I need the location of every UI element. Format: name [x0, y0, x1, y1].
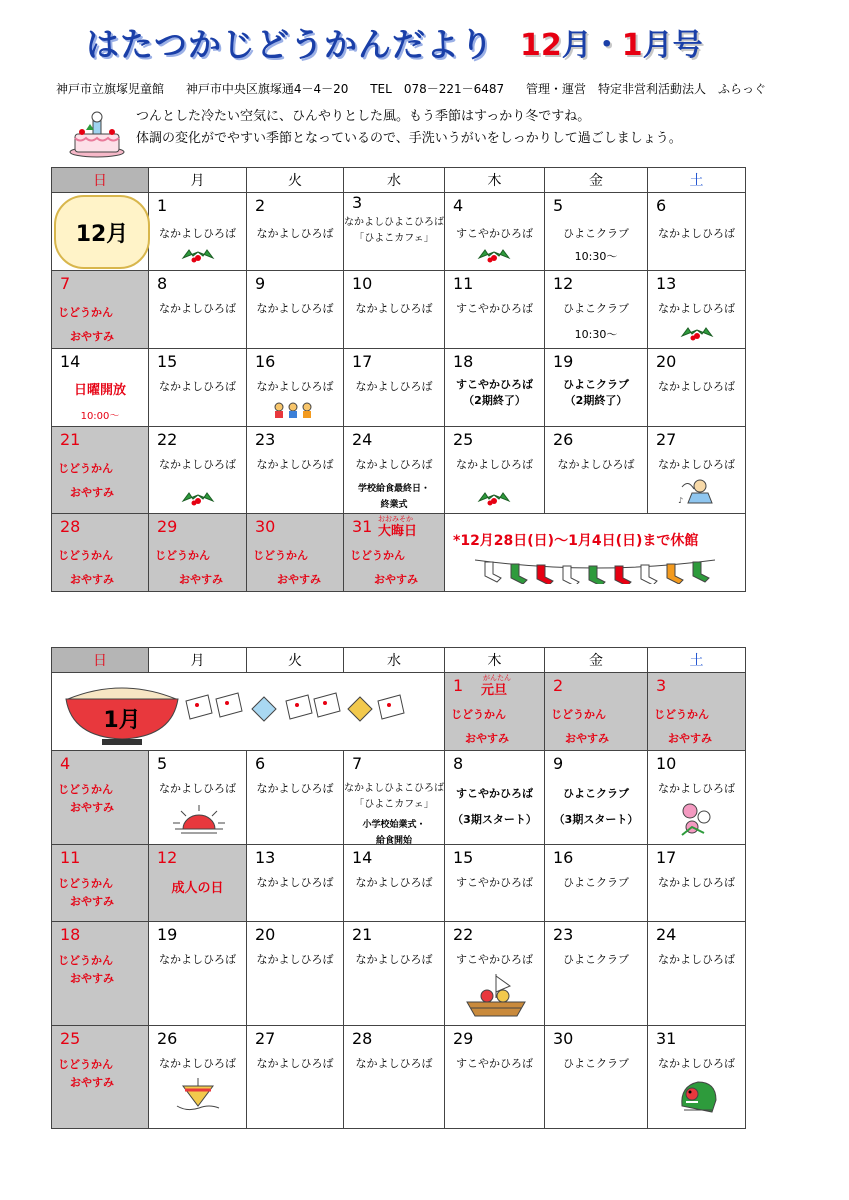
christmas-stockings-icon	[475, 556, 715, 584]
day-cell: 20 なかよしひろば	[247, 922, 344, 1026]
holly-icon	[475, 489, 513, 507]
day-cell: 17 なかよしひろば	[648, 845, 746, 922]
closure-notice: *12月28日(日)～1月4日(日)まで休館	[453, 533, 699, 549]
day-cell-closed: 25 じどうかん おやすみ	[52, 1026, 149, 1129]
day-cell: 26 なかよしひろば	[545, 427, 648, 514]
facility-tel: TEL 078－221－6487	[370, 82, 505, 96]
day-cell-closed: 31 おおみそか 大晦日 じどうかん おやすみ	[344, 514, 445, 592]
day-cell: 19 なかよしひろば	[149, 922, 247, 1026]
day-cell-closed: 4 じどうかん おやすみ	[52, 751, 149, 845]
day-cell: 25 なかよしひろば	[445, 427, 545, 514]
weekday-sun: 日	[52, 648, 149, 673]
facility-name: 神戸市立旗塚児童館	[56, 82, 165, 96]
spinning-top-icon	[173, 1076, 223, 1112]
sunrise-icon	[171, 803, 227, 837]
month-banner-cell	[52, 673, 445, 751]
day-cell: 8 なかよしひろば	[149, 271, 247, 349]
day-cell: 11 すこやかひろば	[445, 271, 545, 349]
day-cell: 9 ひよこクラブ （3期スタート）	[545, 751, 648, 845]
christmas-cake-icon	[66, 108, 128, 158]
day-cell: 7 なかよしひよこひろば 「ひよこカフェ」 小学校始業式・ 給食開始	[344, 751, 445, 845]
day-cell: 9 なかよしひろば	[247, 271, 344, 349]
closure-notice-cell	[445, 514, 746, 592]
day-cell: 30 ひよこクラブ	[545, 1026, 648, 1129]
treasure-ship-icon	[463, 972, 529, 1018]
new-year-toys-icon	[182, 687, 422, 737]
new-years-eve-label: 大晦日	[378, 524, 418, 539]
ozoni-bowl-icon	[62, 677, 182, 747]
day-cell: 27 なかよしひろば	[247, 1026, 344, 1129]
new-years-day-label: 元旦	[481, 683, 508, 698]
december-calendar	[51, 167, 746, 592]
day-cell: 13 なかよしひろば	[247, 845, 344, 922]
calendar-week-row	[52, 514, 746, 592]
day-cell: 12 ひよこクラブ 10:30～	[545, 271, 648, 349]
svg-text:♪: ♪	[678, 496, 684, 505]
angel-icon	[676, 477, 720, 505]
weekday-thu: 木	[445, 168, 545, 193]
lion-dance-icon	[676, 1076, 720, 1118]
calendar-week-row	[52, 193, 746, 271]
day-cell: 24 なかよしひろば	[648, 922, 746, 1026]
calendar-week-row	[52, 1026, 746, 1129]
newsletter-title	[86, 18, 703, 66]
month-badge-cell	[52, 193, 149, 271]
facility-info	[56, 80, 806, 97]
day-cell-closed: 1 がんたん 元旦 じどうかん おやすみ	[445, 673, 545, 751]
weekday-thu: 木	[445, 648, 545, 673]
day-cell: 10 なかよしひろば	[648, 751, 746, 845]
day-cell: 2 なかよしひろば	[247, 193, 344, 271]
weekday-wed: 水	[344, 168, 445, 193]
weekday-fri: 金	[545, 168, 648, 193]
day-cell-closed: 7 じどうかん おやすみ	[52, 271, 149, 349]
day-cell: 4 すこやかひろば	[445, 193, 545, 271]
day-cell: 21 なかよしひろば	[344, 922, 445, 1026]
day-cell: 13 なかよしひろば	[648, 271, 746, 349]
day-cell: 6 なかよしひろば	[247, 751, 344, 845]
calendar-week-row	[52, 751, 746, 845]
day-cell: 15 すこやかひろば	[445, 845, 545, 922]
january-badge: 1月	[103, 708, 141, 733]
weekday-sun: 日	[52, 168, 149, 193]
day-cell: 27 なかよしひろば ♪	[648, 427, 746, 514]
calendar-week-row	[52, 271, 746, 349]
day-cell: 6 なかよしひろば	[648, 193, 746, 271]
facility-operator: 管理・運営 特定非営利活動法人 ふらっぐ	[526, 82, 767, 96]
holly-icon	[179, 489, 217, 507]
weekday-tue: 火	[247, 648, 344, 673]
weekday-header	[52, 168, 746, 193]
facility-address: 神戸市中央区旗塚通4－4－20	[185, 82, 349, 96]
day-cell: 5 なかよしひろば	[149, 751, 247, 845]
weekday-wed: 水	[344, 648, 445, 673]
calendar-week-row	[52, 922, 746, 1026]
greeting-line-2: 体調の変化がでやすい季節となっているので、手洗いうがいをしっかりして過ごしましょう。	[136, 131, 682, 146]
calendar-week-row	[52, 349, 746, 427]
weekday-tue: 火	[247, 168, 344, 193]
plum-flower-icon	[678, 799, 714, 839]
day-cell-closed: 3 じどうかん おやすみ	[648, 673, 746, 751]
day-cell-closed: 18 じどうかん おやすみ	[52, 922, 149, 1026]
day-cell: 1 なかよしひろば	[149, 193, 247, 271]
day-cell: 3 なかよしひよこひろば 「ひよこカフェ」	[344, 193, 445, 271]
day-cell: 26 なかよしひろば	[149, 1026, 247, 1129]
children-playing-icon	[271, 401, 315, 419]
day-cell: 23 なかよしひろば	[247, 427, 344, 514]
day-cell: 20 なかよしひろば	[648, 349, 746, 427]
day-cell-closed: 11 じどうかん おやすみ	[52, 845, 149, 922]
january-calendar	[51, 647, 746, 1129]
day-cell-closed: 30 じどうかん おやすみ	[247, 514, 344, 592]
day-cell: 14 日曜開放 10:00～	[52, 349, 149, 427]
holly-icon	[678, 324, 716, 342]
day-cell: 22 なかよしひろば	[149, 427, 247, 514]
weekday-mon: 月	[149, 648, 247, 673]
day-cell: 5 ひよこクラブ 10:30～	[545, 193, 648, 271]
december-badge: 12月	[54, 195, 150, 269]
weekday-header	[52, 648, 746, 673]
calendar-week-row	[52, 845, 746, 922]
day-cell: 19 ひよこクラブ （2期終了）	[545, 349, 648, 427]
day-cell: 22 すこやかひろば	[445, 922, 545, 1026]
day-cell-closed: 28 じどうかん おやすみ	[52, 514, 149, 592]
day-cell-closed: 29 じどうかん おやすみ	[149, 514, 247, 592]
calendar-week-row	[52, 427, 746, 514]
greeting-message	[136, 106, 682, 150]
day-cell-closed: 21 じどうかん おやすみ	[52, 427, 149, 514]
day-cell: 23 ひよこクラブ	[545, 922, 648, 1026]
weekday-sat: 土	[648, 648, 746, 673]
day-cell: 31 なかよしひろば	[648, 1026, 746, 1129]
day-cell-closed: 2 じどうかん おやすみ	[545, 673, 648, 751]
weekday-sat: 土	[648, 168, 746, 193]
day-cell: 16 なかよしひろば	[247, 349, 344, 427]
title-main: はたつかじどうかんだより	[86, 24, 494, 64]
day-cell: 24 なかよしひろば 学校給食最終日・ 終業式	[344, 427, 445, 514]
holly-icon	[475, 246, 513, 264]
calendar-week-row	[52, 673, 746, 751]
greeting-line-1: つんとした冷たい空気に、ひんやりとした風。もう季節はすっかり冬ですね。	[136, 109, 591, 124]
day-cell: 16 ひよこクラブ	[545, 845, 648, 922]
day-cell: 10 なかよしひろば	[344, 271, 445, 349]
day-cell: 29 すこやかひろば	[445, 1026, 545, 1129]
title-issue: 12月・1月号	[520, 28, 703, 63]
weekday-mon: 月	[149, 168, 247, 193]
day-cell: 28 なかよしひろば	[344, 1026, 445, 1129]
holly-icon	[179, 246, 217, 264]
day-cell-holiday: 12 成人の日	[149, 845, 247, 922]
day-cell: 14 なかよしひろば	[344, 845, 445, 922]
weekday-fri: 金	[545, 648, 648, 673]
day-cell: 17 なかよしひろば	[344, 349, 445, 427]
day-cell: 15 なかよしひろば	[149, 349, 247, 427]
day-cell: 18 すこやかひろば （2期終了）	[445, 349, 545, 427]
day-cell: 8 すこやかひろば （3期スタート）	[445, 751, 545, 845]
